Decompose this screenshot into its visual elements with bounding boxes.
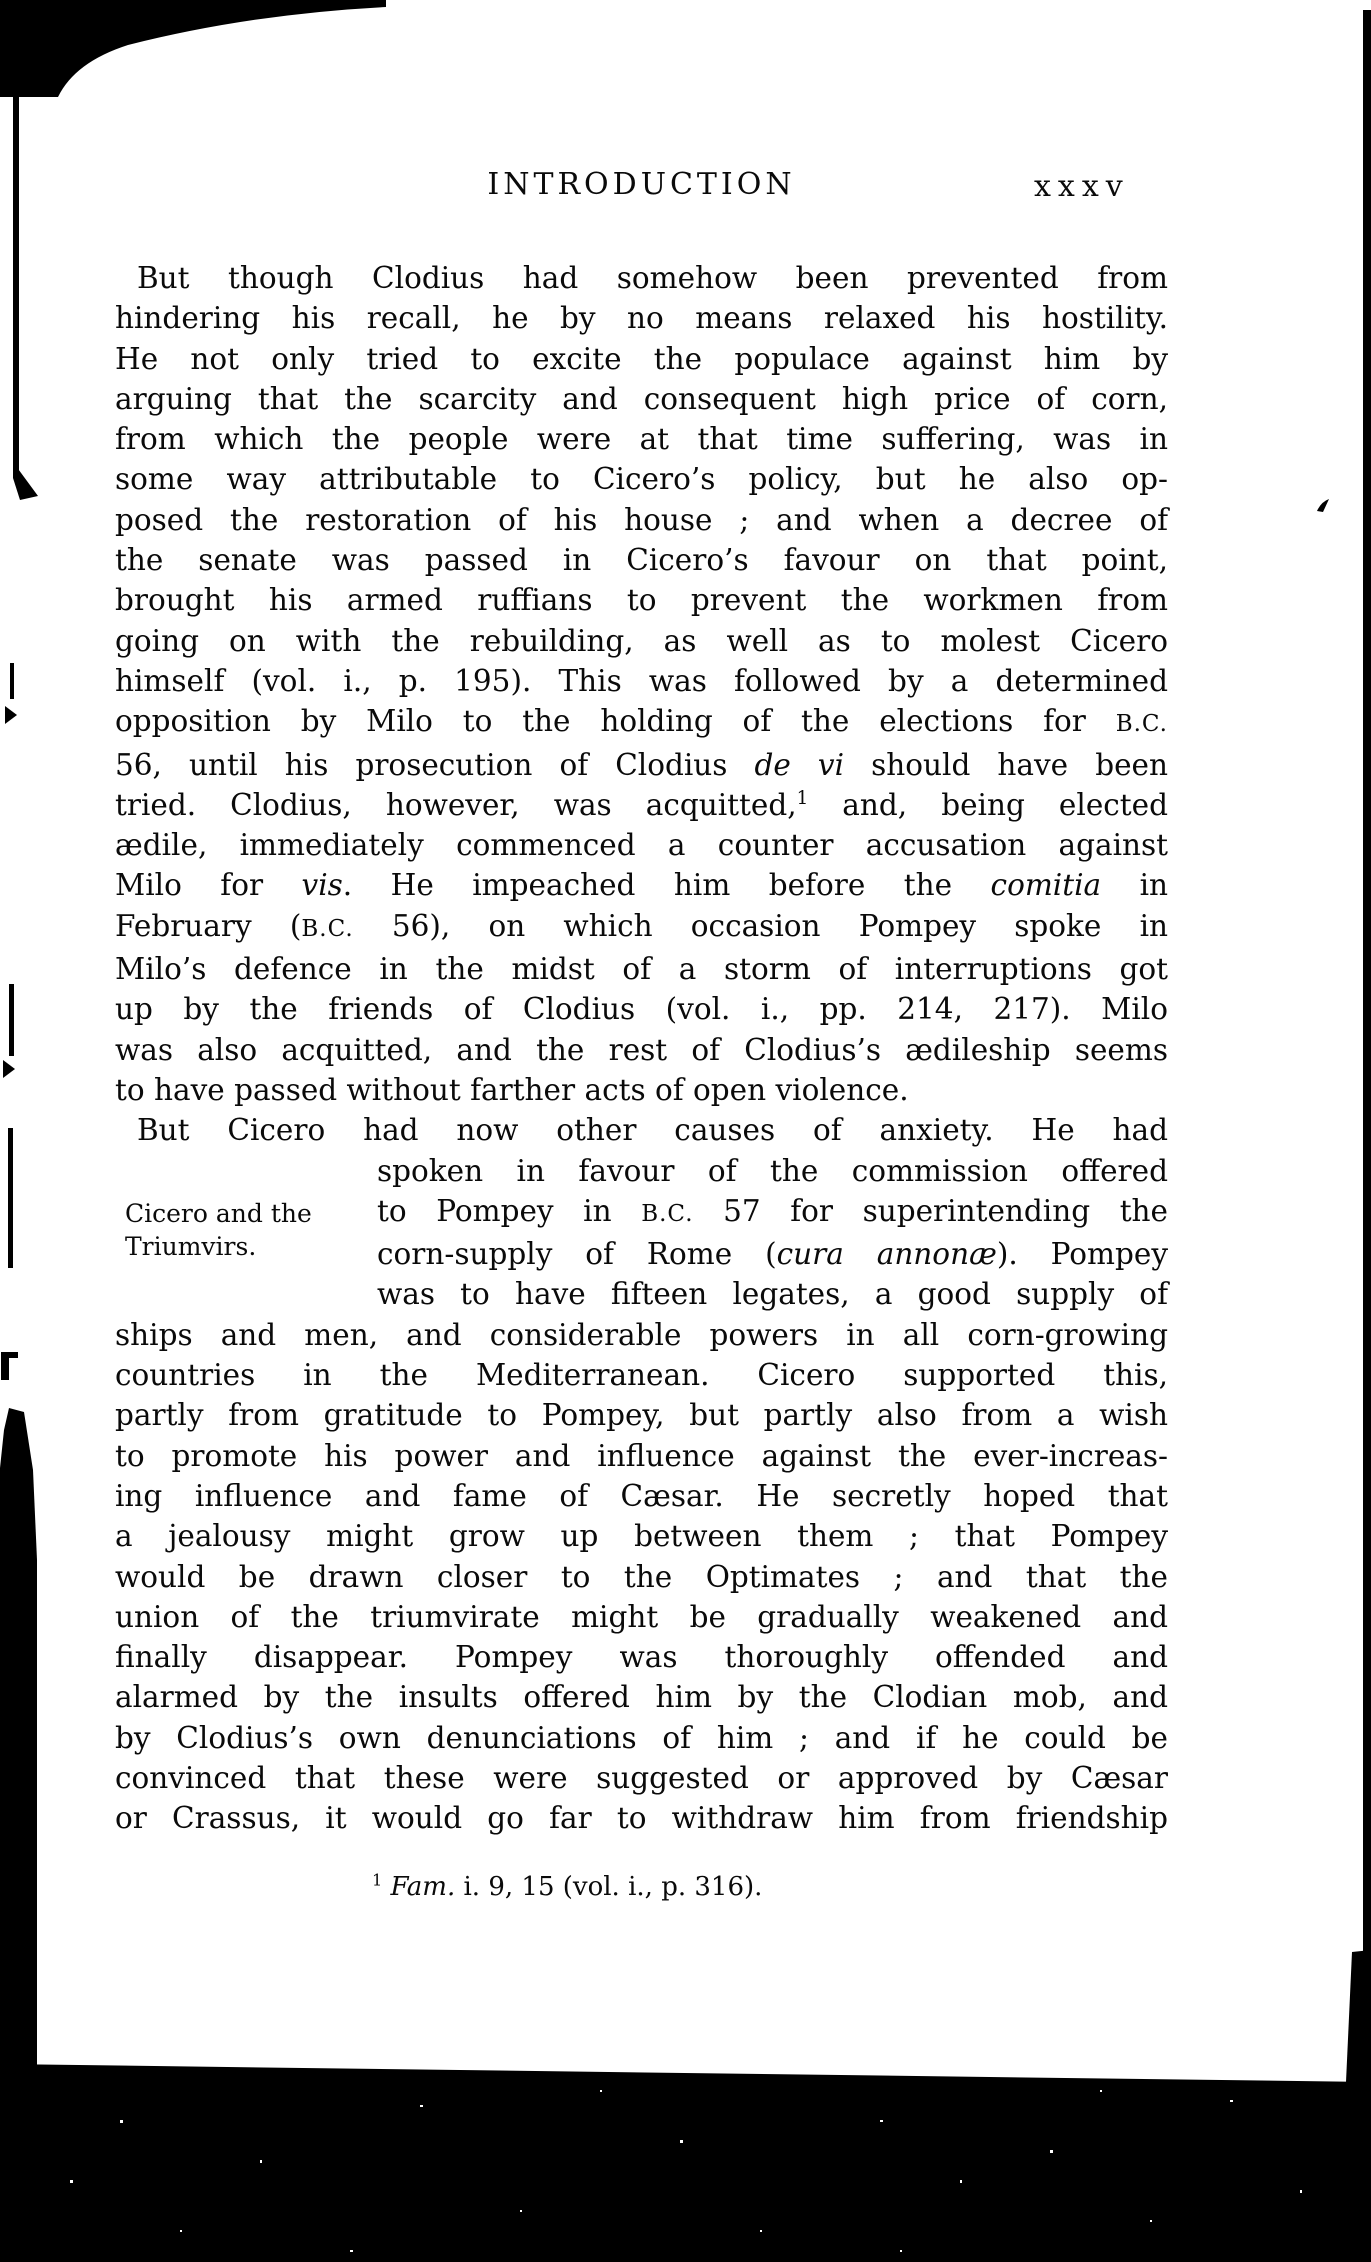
body-line xyxy=(115,785,1168,825)
text-segment: ships and men, and considerable powers in all corn-growing xyxy=(115,1317,1168,1352)
paragraph-2-indented-lines xyxy=(377,1151,1168,1315)
text-segment: spoken in favour of the commission offered xyxy=(377,1153,1168,1188)
body-line xyxy=(115,258,1168,298)
bottom-ink-band xyxy=(0,2064,1371,2262)
page-header-title: INTRODUCTION xyxy=(487,167,796,202)
text-segment: Milo for xyxy=(115,868,302,903)
left-margin-line xyxy=(13,90,19,472)
text-segment: was to have fifteen legates, a good supply of xyxy=(377,1277,1168,1312)
margin-note-line: Triumvirs. xyxy=(125,1231,257,1261)
text-segment: to have passed without farther acts of open violence. xyxy=(115,1072,909,1107)
body-line xyxy=(115,661,1168,701)
text-segment: from which the people were at that time suffering, was in xyxy=(115,422,1168,457)
left-margin-r-mark xyxy=(1,1352,18,1380)
text-segment: February ( xyxy=(115,908,302,943)
text-segment: B.C. xyxy=(301,915,354,942)
body-line xyxy=(115,906,1168,949)
text-segment: ædile, immediately commenced a counter accusation against xyxy=(115,828,1168,863)
body-line xyxy=(115,500,1168,540)
text-segment: union of the triumvirate might be gradually weakened and xyxy=(115,1599,1168,1634)
body-line xyxy=(377,1151,1168,1191)
body-line xyxy=(115,459,1168,499)
left-margin-ink-streak xyxy=(0,1408,37,2070)
body-line xyxy=(115,339,1168,379)
text-segment: or Crassus, it would go far to withdraw him from friendship xyxy=(115,1801,1168,1836)
body-line xyxy=(115,1436,1168,1476)
text-segment: a jealousy might grow up between them ; that Pompey xyxy=(115,1519,1168,1554)
body-line xyxy=(115,949,1168,989)
text-segment: to Pompey in xyxy=(377,1193,642,1228)
body-line xyxy=(115,1557,1168,1597)
text-segment: arguing that the scarcity and consequent high price of corn, xyxy=(115,381,1168,416)
text-segment: comitia xyxy=(990,868,1102,903)
text-segment: hindering his recall, he by no means relaxed his hostility. xyxy=(115,301,1168,336)
text-segment: posed the restoration of his house ; and when a decree of xyxy=(115,502,1168,537)
footnote xyxy=(372,1872,762,1902)
text-segment: . He impeached him before the xyxy=(342,868,991,903)
left-margin-line-hook xyxy=(13,462,38,500)
text-segment: alarmed by the insults offered him by the Clodian mob, and xyxy=(115,1680,1168,1715)
text-segment: vis xyxy=(301,868,343,903)
body-line xyxy=(115,1315,1168,1355)
text-segment: ing influence and fame of Cæsar. He secretly hoped that xyxy=(115,1478,1168,1513)
body-line xyxy=(115,745,1168,785)
stray-ink-mark xyxy=(1317,499,1329,512)
text-segment: B.C. xyxy=(641,1200,694,1227)
body-line xyxy=(115,1718,1168,1758)
text-segment: countries in the Mediterranean. Cicero supported this, xyxy=(115,1358,1168,1393)
body-line xyxy=(115,825,1168,865)
body-line xyxy=(115,701,1168,744)
body-text xyxy=(115,258,1168,1839)
text-segment: tried. Clodius, however, was acquitted, xyxy=(115,787,797,822)
right-edge-line xyxy=(1363,10,1371,2084)
body-line xyxy=(115,621,1168,661)
left-margin-bar xyxy=(9,984,14,1056)
text-segment: to promote his power and influence against the ever-increas- xyxy=(115,1438,1168,1473)
paragraph-1 xyxy=(115,258,1168,1110)
body-line xyxy=(115,379,1168,419)
paragraph-2-continued-lines xyxy=(115,1315,1168,1839)
body-line xyxy=(115,1637,1168,1677)
text-segment: i. 9, 15 (vol. i., p. 316). xyxy=(455,1872,763,1902)
margin-note xyxy=(115,1151,377,1315)
body-line xyxy=(115,989,1168,1029)
text-segment: 56), on which occasion Pompey spoke in xyxy=(353,908,1169,943)
text-segment: and, being elected xyxy=(808,787,1168,822)
body-line xyxy=(115,1798,1168,1838)
text-segment: up by the friends of Clodius (vol. i., pp. 214, 217). Milo xyxy=(115,992,1168,1027)
left-margin-tick xyxy=(10,663,14,699)
margin-note-line: Cicero and the xyxy=(125,1198,312,1228)
body-line xyxy=(115,1030,1168,1070)
text-segment: Milo’s defence in the midst of a storm of interruptions got xyxy=(115,952,1168,987)
text-segment: in xyxy=(1101,868,1169,903)
text-segment: finally disappear. Pompey was thoroughly offended and xyxy=(115,1640,1168,1675)
text-segment: would be drawn closer to the Optimates ; and that the xyxy=(115,1559,1168,1594)
body-line xyxy=(115,1070,1168,1110)
body-line xyxy=(115,1516,1168,1556)
text-segment: ). Pompey xyxy=(996,1237,1168,1272)
text-segment: partly from gratitude to Pompey, but partly also from a wish xyxy=(115,1398,1168,1433)
text-segment: de vi xyxy=(754,747,845,782)
paragraph-2-first-line xyxy=(115,1110,1168,1150)
text-segment: opposition by Milo to the holding of the elections for xyxy=(115,704,1116,739)
body-line xyxy=(115,1677,1168,1717)
text-segment: 56, until his prosecution of Clodius xyxy=(115,747,755,782)
bottom-band-specks xyxy=(70,2090,1302,2252)
text-segment: But though Clodius had somehow been prevented from xyxy=(137,261,1168,295)
text-segment: 57 for superintending the xyxy=(693,1193,1169,1228)
body-line xyxy=(115,1395,1168,1435)
right-edge-ink-patch xyxy=(1346,1950,1371,2084)
body-line xyxy=(115,1758,1168,1798)
text-segment: convinced that these were suggested or approved by Cæsar xyxy=(115,1760,1168,1795)
body-line xyxy=(115,1355,1168,1395)
paragraph-2-sidenote-row xyxy=(115,1151,1168,1315)
text-segment: He not only tried to excite the populace against him by xyxy=(115,341,1168,376)
text-segment: But Cicero had now other causes of anxiety. He had xyxy=(137,1113,1168,1148)
text-segment: by Clodius’s own denunciations of him ; and if he could be xyxy=(115,1720,1168,1755)
body-line xyxy=(377,1234,1168,1274)
body-line xyxy=(377,1191,1168,1234)
text-segment: 1 xyxy=(372,1870,383,1890)
body-line xyxy=(115,298,1168,338)
text-segment: brought his armed ruffians to prevent the workmen from xyxy=(115,583,1168,618)
left-margin-chevron-2 xyxy=(3,1060,15,1078)
left-margin-chevron xyxy=(5,706,17,724)
text-segment: B.C. xyxy=(1115,711,1168,738)
text-segment: 1 xyxy=(796,788,809,810)
text-segment: should have been xyxy=(844,747,1168,782)
body-line xyxy=(377,1274,1168,1314)
text-segment: Fam. xyxy=(390,1872,456,1902)
text-segment: himself (vol. i., p. 195). This was followed by a determined xyxy=(115,663,1168,698)
text-segment: going on with the rebuilding, as well as to molest Cicero xyxy=(115,623,1168,658)
body-line xyxy=(115,1476,1168,1516)
page-number: xxxv xyxy=(1034,169,1130,204)
body-line xyxy=(115,580,1168,620)
text-segment: some way attributable to Cicero’s policy, but he also op- xyxy=(115,462,1168,497)
text-segment: cura annonæ xyxy=(776,1237,997,1272)
body-line xyxy=(115,865,1168,905)
top-left-ink-wedge xyxy=(0,0,386,97)
body-line xyxy=(115,1597,1168,1637)
body-line xyxy=(115,540,1168,580)
body-line xyxy=(115,419,1168,459)
text-segment: the senate was passed in Cicero’s favour on that point, xyxy=(115,543,1168,578)
text-segment: corn-supply of Rome ( xyxy=(377,1237,777,1272)
text-segment xyxy=(382,1872,390,1902)
left-margin-line-2 xyxy=(8,1128,13,1268)
text-segment: was also acquitted, and the rest of Clodius’s ædileship seems xyxy=(115,1032,1168,1067)
